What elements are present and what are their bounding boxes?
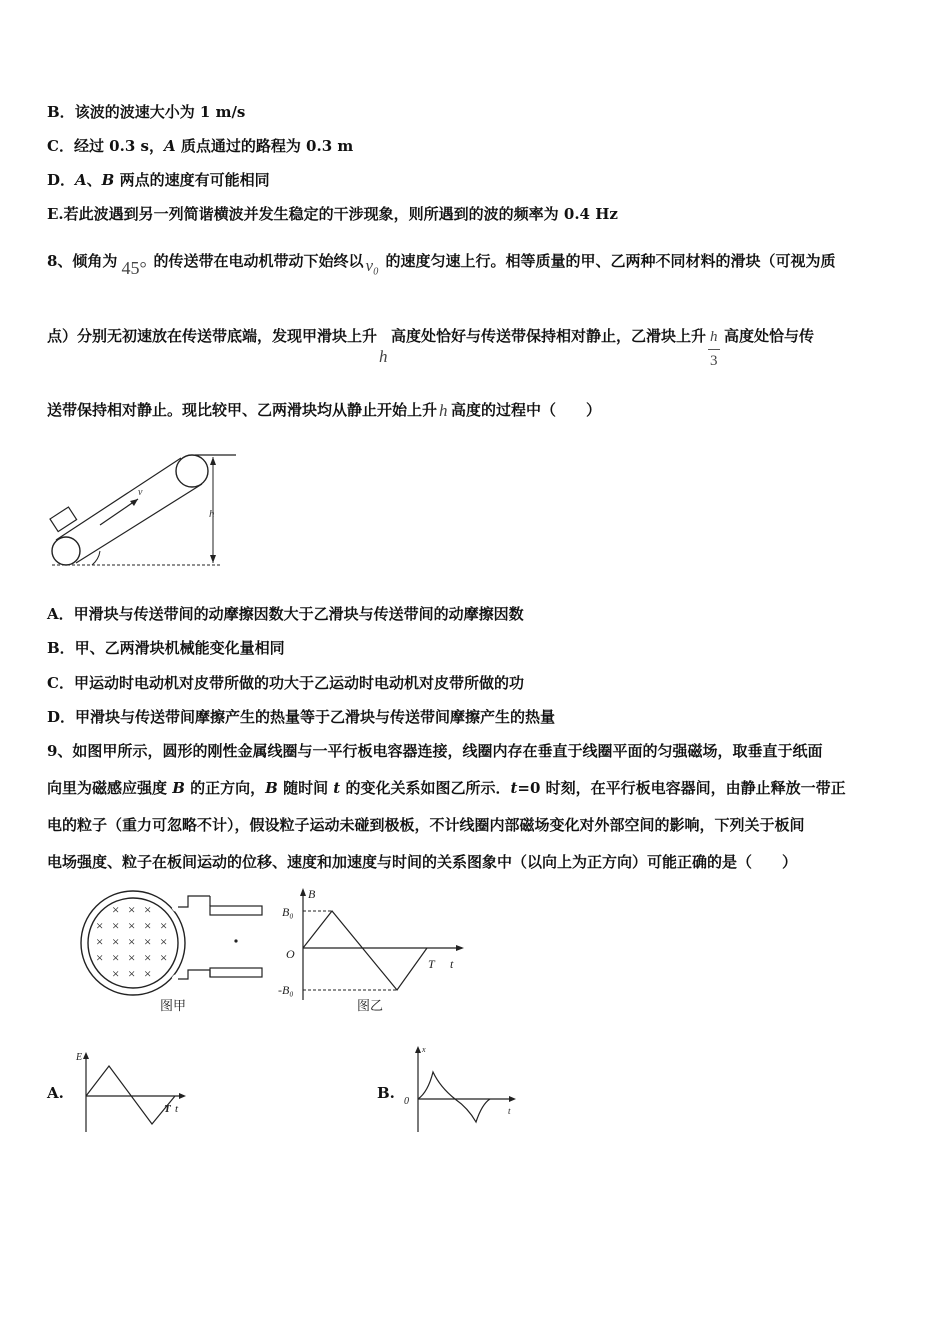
- option-label: D．: [47, 171, 76, 189]
- field-cross: ×: [96, 950, 104, 965]
- stem-text: 的正方向，: [184, 779, 266, 797]
- field-cross: ×: [128, 902, 136, 917]
- q8-stem-line1: [47, 251, 836, 278]
- e-curve: [86, 1066, 175, 1124]
- option-text: 质点通过的路程为 0.3 m: [175, 137, 354, 155]
- label-x: x: [422, 1045, 426, 1054]
- label-t-period: T: [164, 1103, 171, 1115]
- q8-option-d: D．甲滑块与传送带间摩擦产生的热量等于乙滑块与传送带间摩擦产生的热量: [47, 708, 556, 726]
- option-text: 两点的速度有可能相同: [114, 171, 270, 189]
- particle-dot: [234, 939, 237, 942]
- x-curve: [418, 1072, 490, 1122]
- caption-jia: 图甲: [160, 998, 187, 1013]
- field-cross: ×: [128, 966, 136, 981]
- field-cross: ×: [112, 934, 120, 949]
- option-text: 经过 0.3 s，: [73, 137, 164, 155]
- fraction-numerator: h: [710, 329, 718, 345]
- field-cross: ×: [160, 934, 168, 949]
- variable-b: B: [172, 779, 185, 797]
- stem-text: 的速度匀速上行。相等质量的甲、乙两种不同材料的滑块（可视为质: [385, 252, 836, 270]
- stem-text: 高度处恰与传: [724, 327, 815, 345]
- q9-stem-line3: 电的粒子（重力可忽略不计），假设粒子运动未碰到极板，不计线圈内部磁场变化对外部空间的影响，下列关于板间: [47, 816, 805, 834]
- option-b-x-t-graph: [400, 1042, 525, 1137]
- field-cross: ×: [112, 966, 120, 981]
- angle-arc: [92, 551, 100, 565]
- capacitor-plate-bottom: [210, 968, 262, 977]
- q9-stem-line1: 9、如图甲所示，圆形的刚性金属线圈与一平行板电容器连接，线圈内存在垂直于线圈平面的匀强磁场，取垂直于纸面: [47, 742, 823, 760]
- field-cross: ×: [96, 934, 104, 949]
- field-cross: ×: [160, 950, 168, 965]
- field-cross: ×: [96, 918, 104, 933]
- field-cross: ×: [128, 918, 136, 933]
- option-text: 该波的波速大小为 1 m/s: [74, 103, 246, 121]
- coil-gap-top: [173, 902, 183, 910]
- label-h: h: [209, 508, 215, 520]
- variable-a: A: [163, 137, 176, 155]
- field-cross: ×: [144, 918, 152, 933]
- x-axis-arrow: [415, 1046, 421, 1053]
- velocity-arrowhead: [130, 499, 138, 506]
- label-t: t: [450, 957, 454, 971]
- q7-option-d: [47, 170, 270, 190]
- field-cross: ×: [144, 934, 152, 949]
- option-label: C．: [47, 137, 74, 155]
- b-curve: [303, 911, 427, 990]
- stem-text: 点）分别无初速放在传送带底端，发现甲滑块上升: [47, 327, 378, 345]
- option-text: E.若此波遇到另一列简谐横波并发生稳定的干涉现象，则所遇到的波的频率为 0.4 Hz: [47, 205, 618, 223]
- top-pulley: [176, 455, 208, 487]
- q8-option-b: B．甲、乙两滑块机械能变化量相同: [47, 639, 285, 657]
- q8-stem-line2: [47, 326, 815, 369]
- field-cross: ×: [112, 918, 120, 933]
- q7-option-c: [47, 136, 353, 156]
- q7-option-b: [47, 102, 245, 122]
- stem-text: 随时间: [277, 779, 334, 797]
- stem-text: 向里为磁感应强度: [47, 779, 173, 797]
- fraction-denominator: 3: [710, 353, 718, 369]
- stem-text: 高度的过程中（ ）: [451, 401, 602, 419]
- field-cross: ×: [112, 950, 120, 965]
- label-t: t: [175, 1103, 179, 1115]
- variable-t: t: [510, 779, 518, 797]
- q9-option-a-label: A.: [47, 1084, 64, 1102]
- stem-text: 高度处恰好与传送带保持相对静止，乙滑块上升: [391, 327, 707, 345]
- label-b: B: [308, 888, 316, 901]
- option-a-e-t-graph: [72, 1050, 192, 1140]
- stem-text: 的变化关系如图乙所示．: [340, 779, 511, 797]
- q7-option-e: [47, 204, 618, 224]
- capacitor-plate-top: [210, 906, 262, 915]
- q8-stem-line3: [47, 400, 601, 420]
- label-t-period: T: [428, 957, 435, 971]
- field-cross: ×: [144, 966, 152, 981]
- field-cross: ×: [144, 902, 152, 917]
- q9-option-b-label: B.: [377, 1084, 395, 1102]
- stem-text: 的传送带在电动机带动下始终以: [153, 252, 364, 270]
- angle-45: 45°: [121, 258, 147, 278]
- e-axis-arrow: [83, 1052, 89, 1059]
- b-axis-arrow: [300, 888, 306, 896]
- field-cross: ×: [144, 950, 152, 965]
- magnetic-field-crosses: [96, 902, 167, 981]
- q9-stem-line2: [47, 778, 846, 798]
- variable-t: t: [333, 779, 341, 797]
- separator: 、: [86, 171, 102, 189]
- velocity-v0: v₀: [365, 256, 379, 275]
- variable-b: B: [265, 779, 278, 797]
- variable-a: A: [75, 171, 87, 189]
- fraction-bar: [708, 349, 720, 350]
- label-e: E: [76, 1052, 83, 1063]
- bottom-pulley: [52, 537, 80, 565]
- label-neg-b0: -B₀: [278, 983, 294, 997]
- slider-block: [50, 507, 77, 532]
- height-arrow-bottom: [210, 555, 216, 563]
- t-axis-arrow: [456, 945, 464, 951]
- stem-text: 8、倾角为: [47, 252, 118, 270]
- label-t: t: [508, 1106, 511, 1116]
- option-label: B．: [47, 103, 75, 121]
- t-axis-arrow: [509, 1096, 516, 1102]
- stem-text: =0 时刻，在平行板电容器间，由静止释放一带正: [517, 779, 846, 797]
- label-origin: O: [286, 947, 295, 961]
- t-axis-arrow: [179, 1093, 186, 1099]
- variable-b: B: [101, 171, 115, 189]
- label-b0: B₀: [282, 905, 294, 919]
- conveyor-belt-figure: [40, 445, 250, 575]
- q8-option-a: A．甲滑块与传送带间的动摩擦因数大于乙滑块与传送带间的动摩擦因数: [47, 605, 524, 623]
- belt-upper: [56, 458, 181, 540]
- coil-capacitor-figure: [78, 888, 278, 1018]
- coil-gap-bottom: [173, 976, 183, 984]
- field-cross: ×: [128, 934, 136, 949]
- wire-bottom: [178, 970, 210, 979]
- b-t-graph: [272, 888, 472, 1018]
- q8-option-c: C．甲运动时电动机对皮带所做的功大于乙运动时电动机对皮带所做的功: [47, 674, 524, 692]
- label-origin: 0: [404, 1096, 409, 1107]
- q9-stem-line4: 电场强度、粒子在板间运动的位移、速度和加速度与时间的关系图象中（以向上为正方向）可能正确的是（ ）: [47, 853, 798, 871]
- height-arrow-top: [210, 457, 216, 465]
- caption-yi: 图乙: [357, 998, 384, 1013]
- field-cross: ×: [128, 950, 136, 965]
- label-v: v: [138, 487, 143, 498]
- height-h: h: [379, 347, 388, 366]
- stem-text: 送带保持相对静止。现比较甲、乙两滑块均从静止开始上升: [47, 401, 438, 419]
- wire-top: [178, 896, 210, 907]
- height-h: h: [439, 401, 448, 420]
- field-cross: ×: [160, 918, 168, 933]
- field-cross: ×: [112, 902, 120, 917]
